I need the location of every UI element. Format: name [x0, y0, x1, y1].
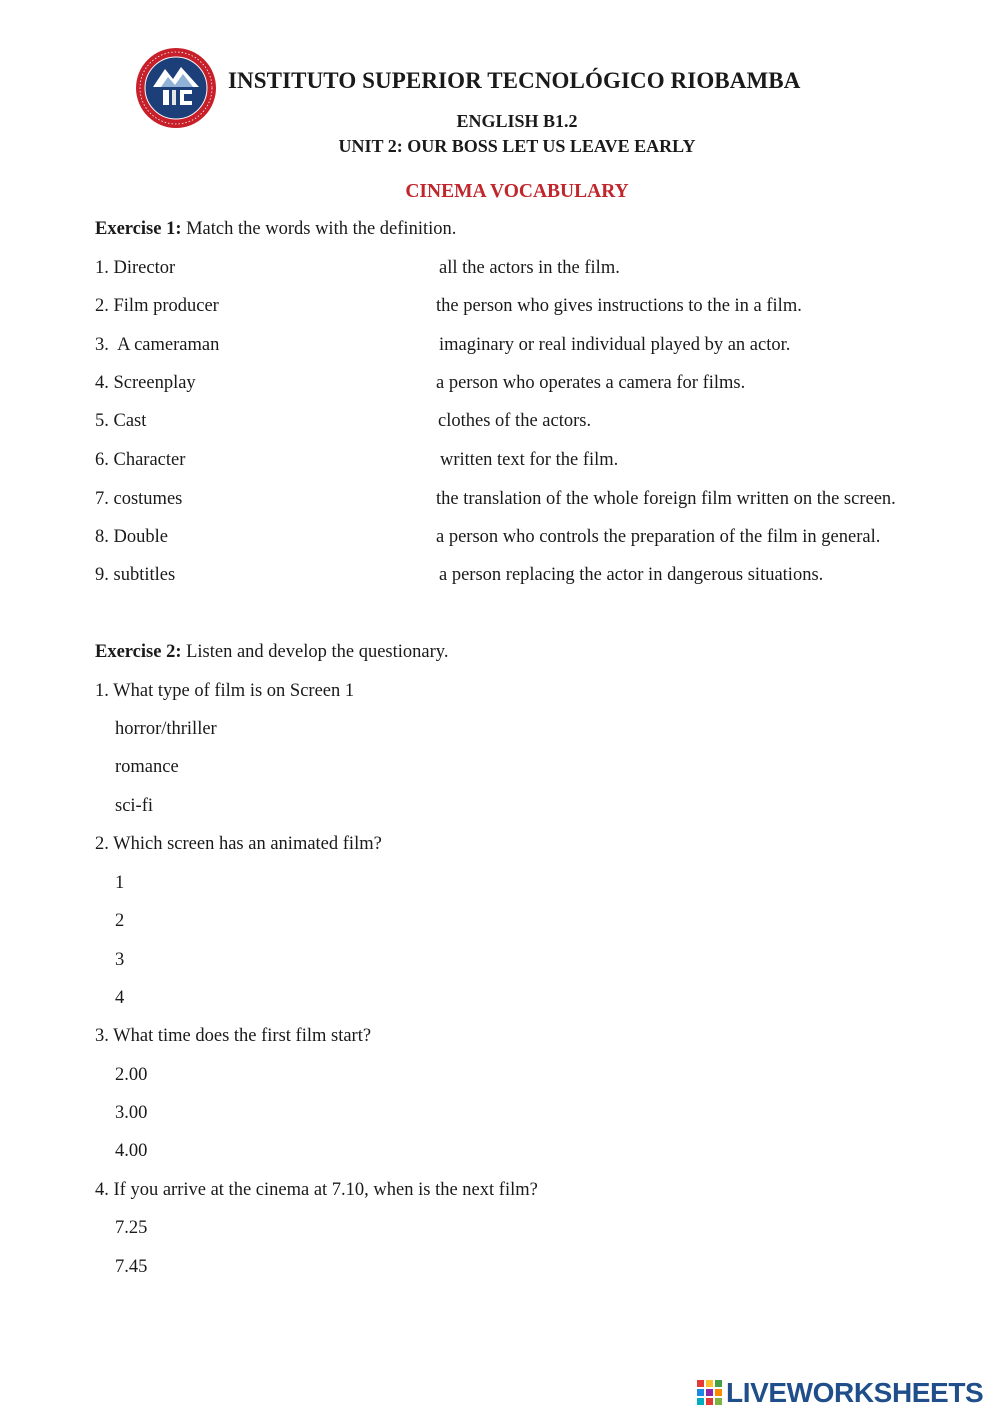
- topic-title: CINEMA VOCABULARY: [405, 181, 629, 202]
- liveworksheets-watermark: [697, 1378, 983, 1408]
- definition-item: a person replacing the actor in dangerous situations.: [439, 565, 824, 585]
- exercise2-heading: [95, 642, 448, 663]
- definition-item: all the actors in the film.: [439, 258, 620, 278]
- question-text: 2. Which screen has an animated film?: [95, 834, 382, 854]
- exercise1-heading: [95, 219, 456, 240]
- answer-option[interactable]: 7.25: [115, 1218, 148, 1238]
- question-text: 3. What time does the first film start?: [95, 1026, 372, 1046]
- definition-item: written text for the film.: [440, 450, 619, 470]
- exercise1-label: Exercise 1:: [95, 219, 182, 239]
- institution-name: INSTITUTO SUPERIOR TECNOLÓGICO RIOBAMBA: [228, 68, 801, 93]
- word-item: 3. A cameraman: [95, 335, 220, 355]
- definition-item: a person who controls the preparation of the film in general.: [436, 527, 881, 547]
- watermark-text: LIVEWORKSHEETS: [726, 1377, 984, 1408]
- definition-item: the person who gives instructions to the in a film.: [436, 296, 802, 316]
- definition-item: clothes of the actors.: [438, 411, 592, 431]
- exercise1-instruction: Match the words with the definition.: [186, 219, 457, 239]
- word-item: 1. Director: [95, 258, 176, 278]
- word-item: 5. Cast: [95, 411, 147, 431]
- answer-option[interactable]: 2.00: [115, 1065, 148, 1085]
- answer-option[interactable]: 2: [115, 911, 125, 931]
- definition-item: imaginary or real individual played by an actor.: [439, 335, 791, 355]
- answer-option[interactable]: sci-fi: [115, 796, 154, 816]
- question-text: 4. If you arrive at the cinema at 7.10, when is the next film?: [95, 1180, 538, 1200]
- word-item: 7. costumes: [95, 489, 183, 509]
- unit-title: UNIT 2: OUR BOSS LET US LEAVE EARLY: [338, 136, 696, 156]
- word-item: 8. Double: [95, 527, 168, 547]
- answer-option[interactable]: 4.00: [115, 1141, 148, 1161]
- answer-option[interactable]: 7.45: [115, 1257, 148, 1277]
- question-text: 1. What type of film is on Screen 1: [95, 681, 355, 701]
- answer-option[interactable]: 1: [115, 873, 125, 893]
- definition-item: the translation of the whole foreign film written on the screen.: [436, 489, 896, 509]
- course-title: ENGLISH B1.2: [456, 111, 578, 131]
- word-item: 4. Screenplay: [95, 373, 196, 393]
- answer-option[interactable]: 4: [115, 988, 125, 1008]
- liveworksheets-logo-icon: [697, 1380, 723, 1406]
- exercise2-instruction: Listen and develop the questionary.: [186, 642, 449, 662]
- answer-option[interactable]: 3: [115, 950, 125, 970]
- word-item: 6. Character: [95, 450, 186, 470]
- exercise2-label: Exercise 2:: [95, 642, 182, 662]
- answer-option[interactable]: horror/thriller: [115, 719, 217, 739]
- answer-option[interactable]: 3.00: [115, 1103, 148, 1123]
- definition-item: a person who operates a camera for films.: [436, 373, 746, 393]
- word-item: 9. subtitles: [95, 565, 176, 585]
- answer-option[interactable]: romance: [115, 757, 179, 777]
- word-item: 2. Film producer: [95, 296, 219, 316]
